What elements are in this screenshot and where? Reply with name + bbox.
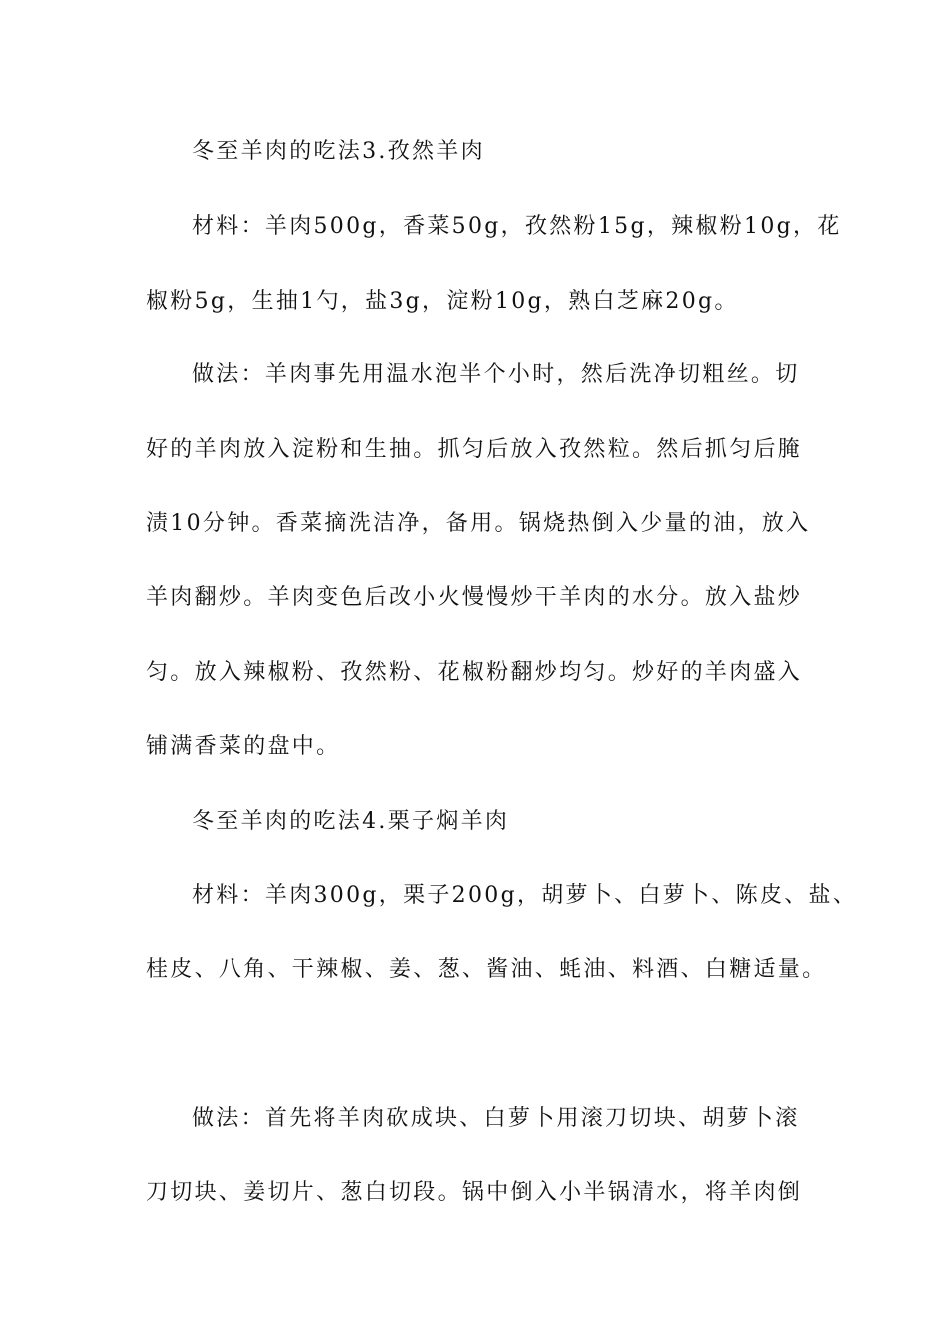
- paragraph-line: 羊肉翻炒。羊肉变色后改小火慢慢炒干羊肉的水分。放入盐炒: [146, 585, 803, 610]
- paragraph-line: 做法：首先将羊肉砍成块、白萝卜用滚刀切块、胡萝卜滚: [192, 1106, 800, 1131]
- paragraph-line: 好的羊肉放入淀粉和生抽。抓匀后放入孜然粒。然后抓匀后腌: [146, 437, 803, 462]
- section-heading-3: 冬至羊肉的吃法3.孜然羊肉: [192, 139, 485, 164]
- paragraph-line: 做法：羊肉事先用温水泡半个小时，然后洗净切粗丝。切: [192, 362, 800, 387]
- paragraph-line: 铺满香菜的盘中。: [146, 734, 341, 759]
- paragraph-line: 材料：羊肉300g，栗子200g，胡萝卜、白萝卜、陈皮、盐、: [192, 883, 858, 908]
- paragraph-line: 桂皮、八角、干辣椒、姜、葱、酱油、蚝油、料酒、白糖适量。: [146, 957, 827, 982]
- paragraph-line: 渍10分钟。香菜摘洗洁净，备用。锅烧热倒入少量的油，放入: [146, 511, 811, 536]
- paragraph-line: 椒粉5g，生抽1勺，盐3g，淀粉10g，熟白芝麻20g。: [146, 289, 739, 314]
- section-heading-4: 冬至羊肉的吃法4.栗子焖羊肉: [192, 809, 510, 834]
- paragraph-line: 刀切块、姜切片、葱白切段。锅中倒入小半锅清水，将羊肉倒: [146, 1180, 803, 1205]
- paragraph-line: 匀。放入辣椒粉、孜然粉、花椒粉翻炒均匀。炒好的羊肉盛入: [146, 660, 803, 685]
- paragraph-line: 材料：羊肉500g，香菜50g，孜然粉15g，辣椒粉10g，花: [192, 214, 842, 239]
